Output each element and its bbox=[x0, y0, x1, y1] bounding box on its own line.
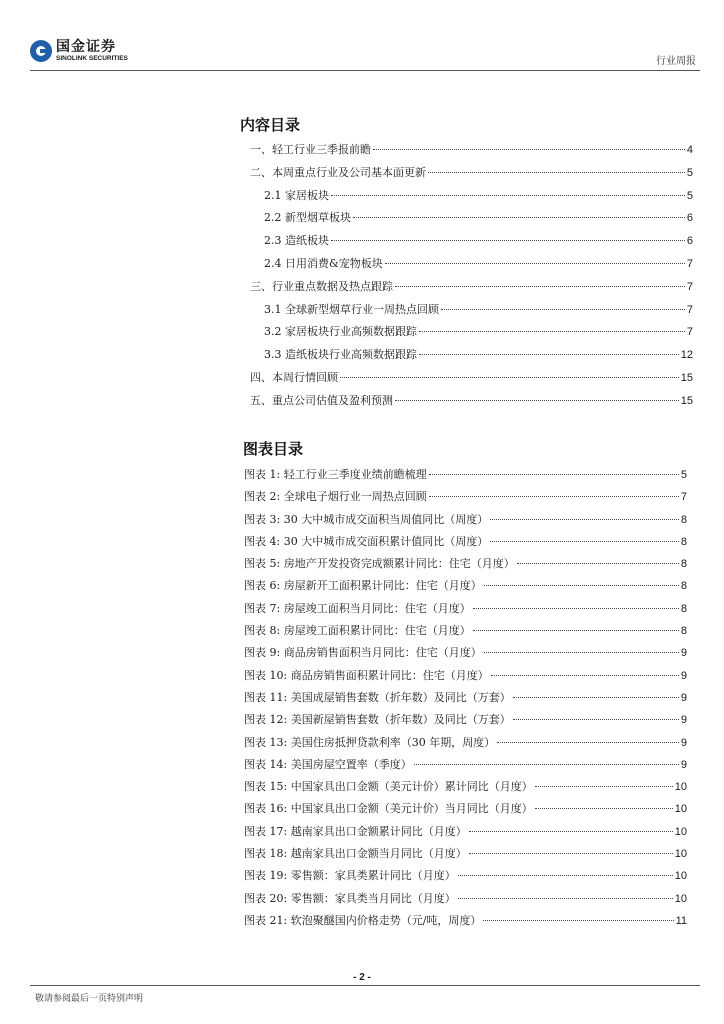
toc-entry[interactable] bbox=[250, 141, 693, 164]
figure-entry-label: 图表 9: 商品房销售面积当月同比：住宅（月度） bbox=[244, 646, 482, 660]
dot-leader bbox=[419, 331, 685, 332]
toc-entry-label: 三、行业重点数据及热点跟踪 bbox=[250, 279, 393, 293]
logo-mark-icon bbox=[30, 40, 52, 62]
toc-entry[interactable] bbox=[250, 301, 693, 324]
dot-leader bbox=[429, 474, 679, 475]
dot-leader bbox=[473, 608, 679, 609]
figure-entry-page: 9 bbox=[680, 691, 687, 704]
dot-leader bbox=[429, 496, 679, 497]
figure-entry-label: 图表 6: 房屋新开工面积累计同比：住宅（月度） bbox=[244, 579, 482, 593]
contents-title: 内容目录 bbox=[240, 116, 301, 134]
dot-leader bbox=[428, 172, 685, 173]
dot-leader bbox=[331, 240, 685, 241]
toc-entry[interactable] bbox=[250, 255, 693, 278]
dot-leader bbox=[473, 630, 679, 631]
toc-entry-label: 3.3 造纸板块行业高频数据跟踪 bbox=[264, 348, 417, 362]
toc-entry-label: 2.3 造纸板块 bbox=[264, 234, 329, 248]
toc-entry-page: 7 bbox=[686, 280, 693, 293]
figure-entry-label: 图表 21: 软泡聚醚国内价格走势（元/吨，周度） bbox=[244, 913, 482, 927]
toc-entry[interactable] bbox=[250, 346, 693, 369]
report-type-label: 行业周报 bbox=[656, 56, 696, 67]
toc-entry-label: 四、本周行情回顾 bbox=[250, 370, 338, 384]
figure-entry-page: 8 bbox=[680, 535, 687, 548]
figure-entry-page: 9 bbox=[680, 669, 687, 682]
figure-entry[interactable] bbox=[244, 622, 687, 644]
figure-entry-page: 5 bbox=[680, 469, 687, 481]
dot-leader bbox=[490, 541, 679, 542]
figure-entry-page: 10 bbox=[674, 848, 687, 861]
toc-entry-page: 7 bbox=[686, 303, 693, 316]
dot-leader bbox=[469, 853, 673, 854]
dot-leader bbox=[513, 697, 679, 698]
toc-entry-page: 6 bbox=[686, 235, 693, 248]
dot-leader bbox=[395, 400, 679, 401]
toc-entry-page: 7 bbox=[686, 257, 693, 270]
figure-entry-label: 图表 12: 美国新屋销售套数（折年数）及同比（万套） bbox=[244, 713, 511, 727]
contents-list bbox=[250, 141, 693, 415]
figure-entry[interactable] bbox=[244, 533, 687, 555]
toc-entry-label: 2.1 家居板块 bbox=[264, 188, 329, 202]
toc-entry-page: 4 bbox=[686, 144, 693, 156]
figure-entry-page: 10 bbox=[674, 803, 687, 816]
toc-entry-label: 2.4 日用消费&宠物板块 bbox=[264, 256, 383, 270]
figure-entry-label: 图表 17: 越南家具出口金额累计同比（月度） bbox=[244, 824, 467, 838]
figure-entry[interactable] bbox=[244, 912, 687, 934]
toc-entry-label: 五、重点公司估值及盈利预测 bbox=[250, 393, 393, 407]
figure-entry-page: 10 bbox=[674, 892, 687, 905]
figure-entry-page: 10 bbox=[674, 781, 687, 794]
toc-entry-page: 12 bbox=[680, 349, 693, 362]
figure-entry[interactable] bbox=[244, 867, 687, 889]
figure-entry[interactable] bbox=[244, 466, 687, 488]
figure-entry[interactable] bbox=[244, 800, 687, 822]
figure-entry[interactable] bbox=[244, 689, 687, 711]
dot-leader bbox=[441, 309, 685, 310]
figure-entry-label: 图表 10: 商品房销售面积累计同比：住宅（月度） bbox=[244, 668, 489, 682]
figure-entry-page: 7 bbox=[680, 491, 687, 504]
toc-entry-page: 5 bbox=[686, 166, 693, 179]
figure-entry[interactable] bbox=[244, 644, 687, 666]
figure-entry-page: 8 bbox=[680, 558, 687, 571]
header-divider bbox=[30, 70, 700, 71]
dot-leader bbox=[414, 764, 679, 765]
figure-entry[interactable] bbox=[244, 845, 687, 867]
toc-entry-page: 5 bbox=[686, 189, 693, 202]
toc-entry[interactable] bbox=[250, 164, 693, 187]
toc-entry-label: 3.1 全球新型烟草行业一周热点回顾 bbox=[264, 302, 439, 316]
figure-entry-label: 图表 11: 美国成屋销售套数（折年数）及同比（万套） bbox=[244, 690, 511, 704]
figure-entry[interactable] bbox=[244, 734, 687, 756]
dot-leader bbox=[469, 831, 673, 832]
toc-entry-page: 15 bbox=[680, 371, 693, 384]
dot-leader bbox=[373, 149, 685, 150]
figure-entry-label: 图表 15: 中国家具出口金额（美元计价）累计同比（月度） bbox=[244, 780, 533, 794]
figure-entry-page: 9 bbox=[680, 714, 687, 727]
toc-entry-page: 15 bbox=[680, 394, 693, 407]
dot-leader bbox=[353, 217, 685, 218]
dot-leader bbox=[484, 585, 679, 586]
figure-entry-label: 图表 14: 美国房屋空置率（季度） bbox=[244, 757, 412, 771]
figure-entry-label: 图表 3: 30 大中城市成交面积当周值同比（周度） bbox=[244, 512, 489, 526]
dot-leader bbox=[497, 742, 679, 743]
dot-leader bbox=[458, 875, 673, 876]
figure-entry-page: 8 bbox=[680, 580, 687, 593]
page-header bbox=[30, 40, 700, 68]
figure-entry[interactable] bbox=[244, 890, 687, 912]
dot-leader bbox=[395, 286, 685, 287]
dot-leader bbox=[513, 719, 679, 720]
figure-entry-page: 11 bbox=[675, 914, 687, 927]
dot-leader bbox=[491, 675, 679, 676]
dot-leader bbox=[458, 898, 673, 899]
dot-leader bbox=[517, 563, 679, 564]
toc-entry-label: 一、轻工行业三季报前瞻 bbox=[250, 143, 371, 156]
figure-entry[interactable] bbox=[244, 488, 687, 510]
figure-entry-label: 图表 18: 越南家具出口金额当月同比（月度） bbox=[244, 847, 467, 861]
dot-leader bbox=[340, 377, 679, 378]
toc-entry[interactable] bbox=[250, 209, 693, 232]
dot-leader bbox=[331, 195, 685, 196]
figure-entry-label: 图表 16: 中国家具出口金额（美元计价）当月同比（月度） bbox=[244, 802, 533, 816]
logo-english-name: SINOLINK SECURITIES bbox=[56, 55, 128, 62]
footer-divider bbox=[30, 985, 700, 986]
logo-chinese-name: 国金证券 bbox=[56, 39, 116, 55]
toc-entry-page: 7 bbox=[686, 326, 693, 339]
figure-entry[interactable] bbox=[244, 711, 687, 733]
figure-entry-label: 图表 2: 全球电子烟行业一周热点回顾 bbox=[244, 490, 427, 504]
toc-entry[interactable] bbox=[250, 187, 693, 210]
figure-entry-page: 8 bbox=[680, 602, 687, 615]
page-number: - 2 - bbox=[353, 972, 371, 983]
figure-entry-label: 图表 7: 房屋竣工面积当月同比：住宅（月度） bbox=[244, 601, 471, 615]
figure-entry-page: 10 bbox=[674, 825, 687, 838]
figures-list bbox=[244, 466, 687, 934]
figure-entry-label: 图表 5: 房地产开发投资完成额累计同比：住宅（月度） bbox=[244, 557, 515, 571]
dot-leader bbox=[385, 263, 685, 264]
figure-entry[interactable] bbox=[244, 555, 687, 577]
figure-entry-page: 9 bbox=[680, 736, 687, 749]
figure-entry-page: 8 bbox=[680, 625, 687, 638]
figure-entry[interactable] bbox=[244, 667, 687, 689]
figure-entry[interactable] bbox=[244, 756, 687, 778]
figure-entry-page: 9 bbox=[680, 647, 687, 660]
toc-entry[interactable] bbox=[250, 392, 693, 415]
figure-entry-page: 8 bbox=[680, 513, 687, 526]
company-logo bbox=[30, 40, 128, 63]
toc-entry[interactable] bbox=[250, 369, 693, 392]
dot-leader bbox=[490, 519, 679, 520]
figure-entry[interactable] bbox=[244, 577, 687, 599]
figure-entry-label: 图表 19: 零售额：家具类累计同比（月度） bbox=[244, 869, 456, 883]
toc-entry[interactable] bbox=[250, 232, 693, 255]
toc-entry[interactable] bbox=[250, 323, 693, 346]
dot-leader bbox=[535, 808, 673, 809]
dot-leader bbox=[535, 786, 673, 787]
toc-entry[interactable] bbox=[250, 278, 693, 301]
figures-title: 图表目录 bbox=[243, 440, 304, 458]
figure-entry-label: 图表 4: 30 大中城市成交面积累计值同比（周度） bbox=[244, 534, 489, 548]
dot-leader bbox=[419, 354, 679, 355]
figure-entry[interactable] bbox=[244, 778, 687, 800]
figure-entry-label: 图表 13: 美国住房抵押贷款利率（30 年期，周度） bbox=[244, 735, 496, 749]
disclaimer-text: 敬请参阅最后一页特别声明 bbox=[35, 994, 144, 1004]
figure-entry[interactable] bbox=[244, 600, 687, 622]
dot-leader bbox=[484, 652, 679, 653]
toc-entry-label: 2.2 新型烟草板块 bbox=[264, 211, 351, 225]
figure-entry[interactable] bbox=[244, 823, 687, 845]
toc-entry-label: 二、本周重点行业及公司基本面更新 bbox=[250, 165, 426, 179]
figure-entry-page: 9 bbox=[680, 758, 687, 771]
figure-entry-page: 10 bbox=[674, 870, 687, 883]
figure-entry[interactable] bbox=[244, 511, 687, 533]
figure-entry-label: 图表 8: 房屋竣工面积累计同比：住宅（月度） bbox=[244, 624, 471, 638]
toc-entry-label: 3.2 家居板块行业高频数据跟踪 bbox=[264, 325, 417, 339]
toc-entry-page: 6 bbox=[686, 212, 693, 225]
figure-entry-label: 图表 1: 轻工行业三季度业绩前瞻梳理 bbox=[244, 468, 427, 481]
dot-leader bbox=[483, 920, 673, 921]
figure-entry-label: 图表 20: 零售额：家具类当月同比（月度） bbox=[244, 891, 456, 905]
